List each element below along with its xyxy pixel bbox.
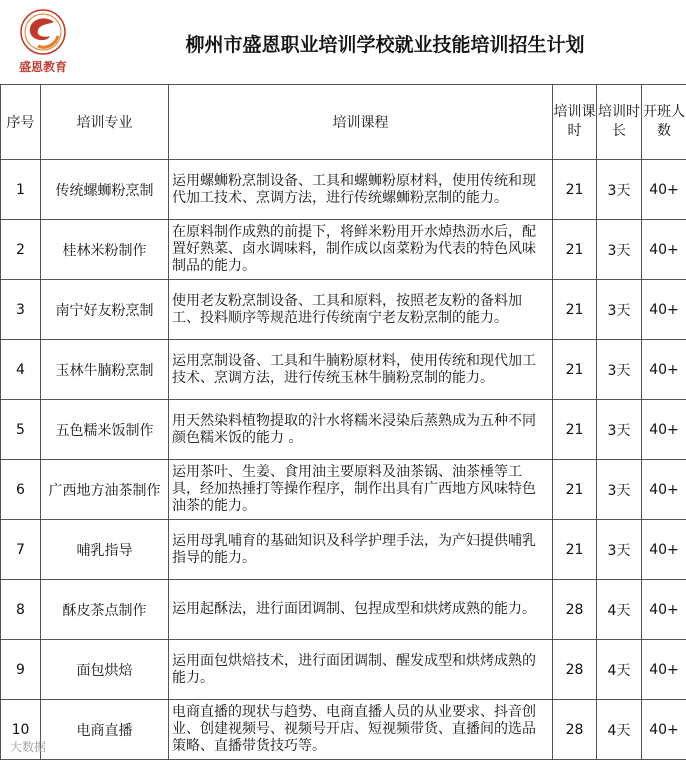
logo-emblem-icon	[8, 6, 78, 58]
cell-size: 40+	[642, 460, 686, 520]
table-row	[1, 400, 686, 460]
cell-no: 6	[1, 460, 41, 520]
cell-duration: 3天	[597, 520, 642, 580]
cell-hours: 28	[553, 700, 597, 760]
cell-course: 运用起酥法，进行面团调制、包捏成型和烘烤成熟的能力。	[169, 580, 553, 640]
table-header-row	[1, 85, 686, 160]
cell-no: 9	[1, 640, 41, 700]
column-header-no: 序号	[1, 85, 41, 160]
cell-duration: 3天	[597, 460, 642, 520]
enrollment-plan-table	[0, 84, 686, 760]
cell-hours: 28	[553, 640, 597, 700]
logo-text: 盛恩教育	[18, 60, 67, 74]
cell-duration: 3天	[597, 160, 642, 220]
cell-size: 40+	[642, 700, 686, 760]
cell-duration: 3天	[597, 340, 642, 400]
cell-major: 电商直播	[41, 700, 169, 760]
column-header-duration: 培训时长	[597, 85, 642, 160]
cell-no: 10	[1, 700, 41, 760]
table-row	[1, 520, 686, 580]
table-row	[1, 460, 686, 520]
cell-hours: 28	[553, 580, 597, 640]
cell-size: 40+	[642, 280, 686, 340]
cell-duration: 3天	[597, 220, 642, 280]
cell-hours: 21	[553, 460, 597, 520]
cell-size: 40+	[642, 340, 686, 400]
cell-no: 3	[1, 280, 41, 340]
cell-major: 广西地方油茶制作	[41, 460, 169, 520]
cell-course: 运用母乳哺育的基础知识及科学护理手法，为产妇提供哺乳指导的能力。	[169, 520, 553, 580]
cell-duration: 3天	[597, 400, 642, 460]
cell-hours: 21	[553, 220, 597, 280]
cell-course: 在原料制作成熟的前提下，将鲜米粉用开水焯热沥水后，配置好熟菜、卤水调味料，制作成以卤菜粉为代表的特色风味制品的能力。	[169, 220, 553, 280]
cell-no: 5	[1, 400, 41, 460]
cell-no: 1	[1, 160, 41, 220]
cell-no: 4	[1, 340, 41, 400]
cell-course: 电商直播的现状与趋势、电商直播人员的从业要求、抖音创业、创建视频号、视频号开店、短视频带货、直播间的选品策略、直播带货技巧等。	[169, 700, 553, 760]
cell-no: 8	[1, 580, 41, 640]
cell-size: 40+	[642, 160, 686, 220]
cell-course: 运用烹制设备、工具和牛腩粉原材料，使用传统和现代加工技术、烹调方法，进行传统玉林牛腩粉烹制的能力。	[169, 340, 553, 400]
cell-size: 40+	[642, 400, 686, 460]
cell-no: 2	[1, 220, 41, 280]
cell-hours: 21	[553, 340, 597, 400]
table-row	[1, 700, 686, 760]
cell-duration: 4天	[597, 580, 642, 640]
cell-size: 40+	[642, 520, 686, 580]
cell-major: 传统螺蛳粉烹制	[41, 160, 169, 220]
cell-size: 40+	[642, 220, 686, 280]
cell-course: 使用老友粉烹制设备、工具和原料，按照老友粉的备料加工、投料顺序等规范进行传统南宁老友粉烹制的能力。	[169, 280, 553, 340]
column-header-size: 开班人数	[642, 85, 686, 160]
cell-course: 用天然染料植物提取的汁水将糯米浸染后蒸熟成为五种不同颜色糯米饭的能力 。	[169, 400, 553, 460]
document-header	[0, 0, 686, 85]
table-row	[1, 640, 686, 700]
school-logo	[8, 6, 78, 78]
cell-no: 7	[1, 520, 41, 580]
cell-size: 40+	[642, 640, 686, 700]
table-row	[1, 280, 686, 340]
cell-major: 酥皮茶点制作	[41, 580, 169, 640]
cell-duration: 3天	[597, 280, 642, 340]
table-row	[1, 340, 686, 400]
cell-major: 玉林牛腩粉烹制	[41, 340, 169, 400]
cell-size: 40+	[642, 580, 686, 640]
cell-major: 面包烘焙	[41, 640, 169, 700]
column-header-major: 培训专业	[41, 85, 169, 160]
cell-hours: 21	[553, 280, 597, 340]
cell-course: 运用茶叶、生姜、食用油主要原料及油茶锅、油茶棰等工具，经加热捶打等操作程序，制作出具有广西地方风味特色油茶的能力。	[169, 460, 553, 520]
cell-major: 桂林米粉制作	[41, 220, 169, 280]
cell-hours: 21	[553, 160, 597, 220]
cell-course: 运用面包烘焙技术，进行面团调制、醒发成型和烘烤成熟的能力。	[169, 640, 553, 700]
column-header-hours: 培训课时	[553, 85, 597, 160]
cell-duration: 4天	[597, 700, 642, 760]
cell-duration: 4天	[597, 640, 642, 700]
cell-major: 南宁好友粉烹制	[41, 280, 169, 340]
watermark: 大数据	[10, 740, 47, 754]
page-title: 柳州市盛恩职业培训学校就业技能培训招生计划	[185, 34, 585, 56]
table-row	[1, 580, 686, 640]
cell-major: 哺乳指导	[41, 520, 169, 580]
column-header-course: 培训课程	[169, 85, 553, 160]
cell-hours: 21	[553, 400, 597, 460]
table-row	[1, 220, 686, 280]
table-row	[1, 160, 686, 220]
cell-hours: 21	[553, 520, 597, 580]
cell-course: 运用螺蛳粉烹制设备、工具和螺蛳粉原材料，使用传统和现代加工技术、烹调方法，进行传统螺蛳粉烹制的能力。	[169, 160, 553, 220]
cell-major: 五色糯米饭制作	[41, 400, 169, 460]
